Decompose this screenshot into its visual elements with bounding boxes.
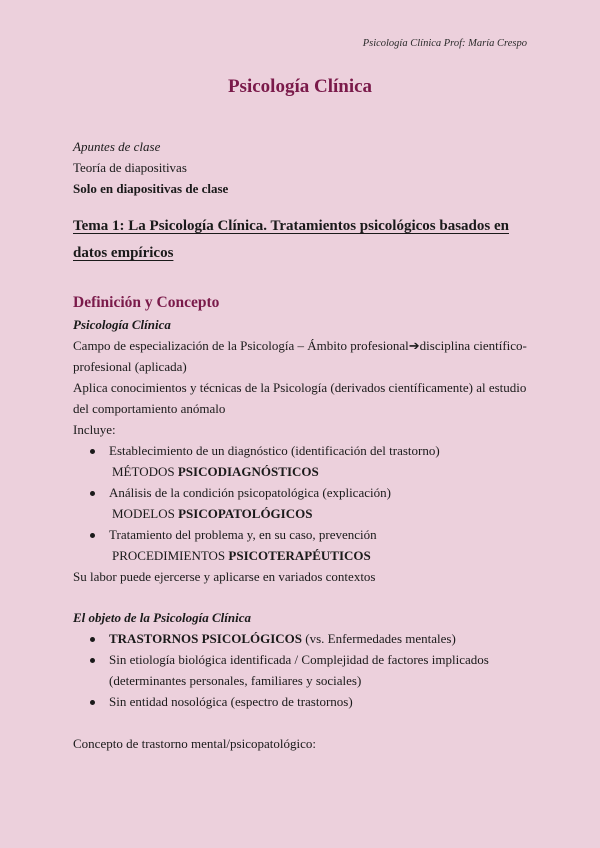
paragraph-labor: Su labor puede ejercerse y aplicarse en variados contextos — [73, 569, 376, 584]
paragraph-campo-text-b: disciplina científico-profesional (aplicada) — [73, 338, 527, 374]
bullet-icon — [90, 449, 95, 454]
list-item — [73, 649, 533, 691]
bullet-icon — [90, 700, 95, 705]
subheading-objeto: El objeto de la Psicología Clínica — [73, 610, 252, 625]
bullet-icon — [90, 491, 95, 496]
list-item-sub-bold: PSICOTERAPÉUTICOS — [228, 548, 371, 563]
tema-heading: Tema 1: La Psicología Clínica. Tratamientos psicológicos basados en datos empíricos — [73, 218, 509, 261]
intro-line-3: Solo en diapositivas de clase — [73, 181, 229, 196]
list-item — [73, 440, 533, 461]
arrow-icon: ➔ — [408, 338, 420, 353]
intro-line-2: Teoría de diapositivas — [73, 160, 187, 175]
list-item-bold: TRASTORNOS PSICOLÓGICOS — [109, 631, 303, 646]
bullet-icon — [90, 658, 95, 663]
paragraph-campo — [73, 335, 533, 377]
incluye-list — [73, 440, 533, 566]
list-item — [73, 691, 533, 712]
page-title: Psicología Clínica — [227, 76, 373, 97]
list-item-text: Sin entidad nosológica (espectro de trastornos) — [109, 694, 353, 709]
objeto-list — [73, 628, 533, 712]
bullet-icon — [90, 637, 95, 642]
list-item-sub-prefix: PROCEDIMIENTOS — [112, 548, 229, 563]
paragraph-aplica: Aplica conocimientos y técnicas de la Psicología (derivados científicamente) al estudio del comportamiento anómalo — [73, 380, 527, 416]
page-header: Psicología Clínica Prof: María Crespo — [362, 38, 527, 49]
paragraph-incluye: Incluye: — [73, 422, 116, 437]
list-item — [73, 628, 533, 649]
list-item-sub-prefix: MODELOS — [112, 506, 179, 521]
list-item-sub-bold: PSICODIAGNÓSTICOS — [177, 464, 319, 479]
list-item-text: Sin etiología biológica identificada / Complejidad de factores implicados (determinantes personales, familiares y sociales) — [109, 652, 489, 688]
list-item — [73, 482, 533, 503]
subheading-psicologia-clinica: Psicología Clínica — [73, 317, 171, 332]
list-item-text: Establecimiento de un diagnóstico (identificación del trastorno) — [109, 443, 440, 458]
list-item-text: Tratamiento del problema y, en su caso, prevención — [109, 527, 377, 542]
list-item-sub-bold: PSICOPATOLÓGICOS — [178, 506, 313, 521]
list-item-text: (vs. Enfermedades mentales) — [302, 631, 456, 646]
paragraph-concepto: Concepto de trastorno mental/psicopatológico: — [73, 736, 316, 751]
list-item — [73, 524, 533, 545]
list-item-sub — [73, 461, 533, 482]
list-item-text: Análisis de la condición psicopatológica (explicación) — [109, 485, 391, 500]
list-item-sub — [73, 545, 533, 566]
intro-line-1: Apuntes de clase — [73, 139, 161, 154]
section-heading-definicion: Definición y Concepto — [73, 294, 220, 311]
document-body — [73, 136, 533, 754]
paragraph-campo-text-a: Campo de especialización de la Psicología – Ámbito profesional — [73, 338, 409, 353]
list-item-sub-prefix: MÉTODOS — [112, 464, 178, 479]
bullet-icon — [90, 533, 95, 538]
list-item-sub — [73, 503, 533, 524]
